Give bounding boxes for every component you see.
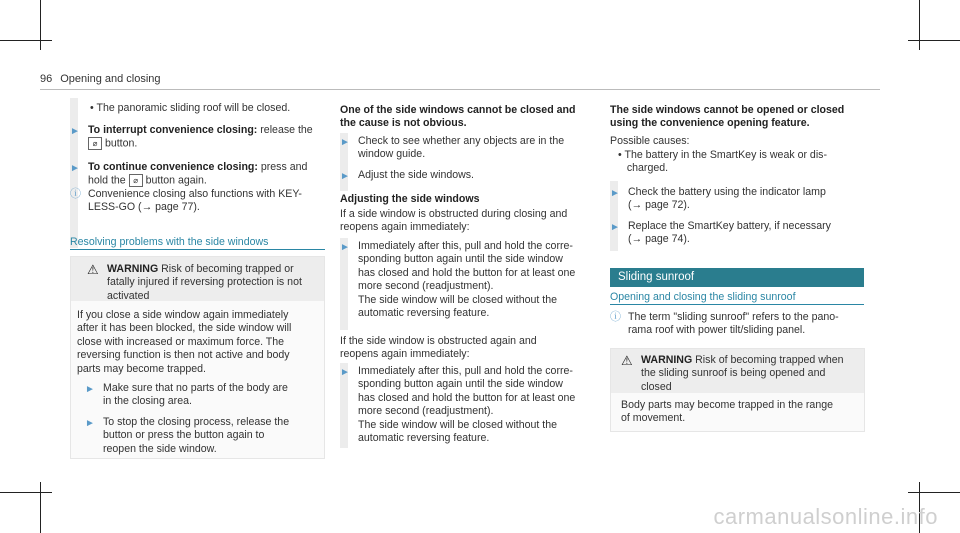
crop-mark: [919, 0, 920, 50]
step-check-objects: Check to see whether any objects are in the window guide.: [358, 135, 565, 161]
step-readjust-again: Immediately after this, pull and hold the corre- sponding button again until the side window has closed and hold the button for at least one more second (readjustment). The side window will be closed without the automatic reversing feature.: [358, 365, 576, 445]
warning-box: [70, 256, 325, 459]
step-body-clear: Make sure that no parts of the body are in the closing area.: [103, 382, 288, 408]
step-arrow-icon: ►: [340, 171, 350, 182]
problem-heading: The side windows cannot be opened or closed using the convenience opening feature.: [610, 104, 845, 130]
paragraph: If the side window is obstructed again and reopens again immediately:: [340, 335, 537, 361]
header-rule: [40, 89, 880, 90]
step-arrow-icon: ►: [340, 242, 350, 253]
crop-mark: [40, 482, 41, 533]
warning-triangle-icon: ⚠: [87, 262, 99, 277]
step-interrupt: To interrupt convenience closing: release the ⌀ button.: [88, 124, 313, 150]
subheading: Adjusting the side windows: [340, 193, 480, 205]
warning-box: [610, 348, 865, 432]
step-arrow-icon: ►: [340, 137, 350, 148]
step-replace-battery: Replace the SmartKey battery, if necessary (→ page 74).: [628, 220, 831, 246]
causes-label: Possible causes:: [610, 135, 690, 147]
warning-header: WARNING Risk of becoming trapped when the sliding sunroof is being opened and closed: [641, 354, 844, 393]
section-name: Opening and closing: [60, 73, 161, 85]
warning-header: WARNING Risk of becoming trapped or fatally injured if reversing protection is not activated: [107, 263, 302, 302]
step-readjust: Immediately after this, pull and hold the corre- sponding button again until the side window has closed and hold the button for at least one more second (readjustment). The side window will be closed without the automatic reversing feature.: [358, 240, 576, 320]
page-number: 96: [40, 73, 53, 85]
crop-mark: [0, 40, 52, 41]
warning-body: Body parts may become trapped in the range of movement.: [621, 399, 833, 425]
watermark: carmanualsonline.info: [713, 503, 938, 529]
section-rule: [610, 304, 864, 305]
step-stop-closing: To stop the closing process, release the button or press the button again to reopen the side window.: [103, 416, 290, 455]
step-arrow-icon: ►: [85, 418, 95, 429]
bullet-item: • The panoramic sliding roof will be closed.: [90, 102, 291, 114]
section-title: Opening and closing the sliding sunroof: [610, 291, 796, 303]
section-rule: [70, 249, 325, 250]
step-arrow-icon: ►: [70, 126, 80, 137]
convenience-button-icon: ⌀: [129, 174, 143, 187]
column-3: [610, 98, 865, 438]
convenience-button-icon: ⌀: [88, 137, 102, 150]
page-header: [40, 73, 161, 86]
cause-item: • The battery in the SmartKey is weak or dis- charged.: [618, 149, 828, 175]
warning-body: If you close a side window again immediately after it has been blocked, the side window will close with increased or maximum force. The reversing function is then not active and body parts may become trapped.: [77, 309, 292, 375]
paragraph: If a side window is obstructed during closing and reopens again immediately:: [340, 208, 568, 234]
chapter-banner: Sliding sunroof: [610, 268, 864, 287]
step-check-battery: Check the battery using the indicator lamp (→ page 72).: [628, 186, 826, 212]
step-arrow-icon: ►: [340, 367, 350, 378]
info-icon: ⓘ: [610, 311, 621, 323]
column-1: [70, 98, 325, 458]
info-note: The term "sliding sunroof" refers to the pano- rama roof with power tilt/sliding panel.: [628, 311, 839, 337]
step-arrow-icon: ►: [70, 163, 80, 174]
step-adjust: Adjust the side windows.: [358, 169, 475, 181]
info-note: Convenience closing also functions with KEY- LESS-GO (→ page 77).: [88, 188, 302, 214]
problem-heading: One of the side windows cannot be closed and the cause is not obvious.: [340, 104, 576, 130]
info-icon: ⓘ: [70, 188, 81, 200]
warning-triangle-icon: ⚠: [621, 353, 633, 368]
crop-mark: [40, 0, 41, 50]
crop-mark: [0, 492, 52, 493]
step-arrow-icon: ►: [610, 222, 620, 233]
step-continue: To continue convenience closing: press and hold the ⌀ button again.: [88, 161, 308, 187]
step-arrow-icon: ►: [610, 188, 620, 199]
column-2: [340, 98, 600, 448]
section-title: Resolving problems with the side windows: [70, 236, 269, 248]
crop-mark: [908, 492, 960, 493]
crop-mark: [908, 40, 960, 41]
step-arrow-icon: ►: [85, 384, 95, 395]
